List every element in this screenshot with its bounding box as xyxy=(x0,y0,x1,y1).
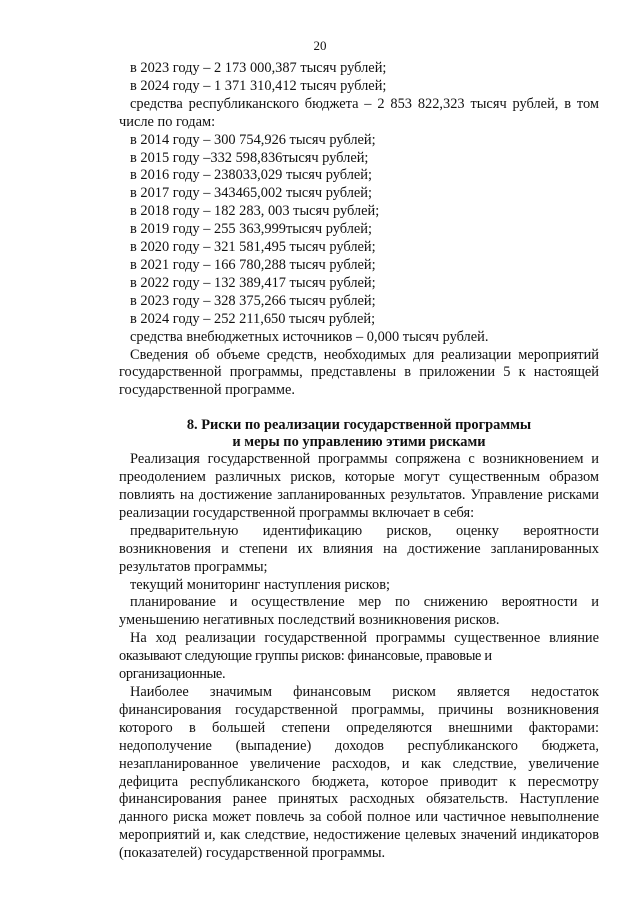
financial-risk-line: которого в большей степени определяются внешними факторами: xyxy=(119,719,599,736)
republic-budget-2018: в 2018 году – 182 283, 003 тысяч рублей; xyxy=(130,203,380,220)
republic-budget-2017: в 2017 году – 343465,002 тысяч рублей; xyxy=(130,185,372,202)
measure-planning: планирование и осуществление мер по снижению вероятности и xyxy=(130,594,599,611)
financial-risk-line: финансирования ранее принятых расходных обязательств. Наступление xyxy=(119,791,599,808)
financial-risk-line: Наиболее значимым финансовым риском является недостаток xyxy=(130,684,599,700)
republic-budget-total-cont: числе по годам: xyxy=(119,113,216,130)
republic-budget-2020: в 2020 году – 321 581,495 тысяч рублей; xyxy=(130,239,376,256)
section-heading-line: и меры по управлению этими рисками xyxy=(232,434,486,451)
financial-risk-line: (показателей) государственной программы. xyxy=(119,845,386,862)
measure-planning: уменьшению негативных последствий возникновения рисков. xyxy=(119,612,500,629)
financial-risk-line: мероприятий и, как следствие, недостижение целевых значений индикаторов xyxy=(119,827,599,844)
risk-intro-line: преодолением различных рисков, которые могут существенным образом xyxy=(119,469,599,486)
republic-budget-2024: в 2024 году – 252 211,650 тысяч рублей; xyxy=(130,310,376,327)
section-heading xyxy=(119,417,599,451)
info-paragraph-line: государственной программы, представлены в приложении 5 к настоящей xyxy=(119,364,599,381)
risk-intro-line: Реализация государственной программы сопряжена с возникновением и xyxy=(130,451,599,468)
page-number: 20 xyxy=(313,38,327,53)
republic-budget-2022: в 2022 году – 132 389,417 тысяч рублей; xyxy=(130,274,376,291)
financial-risk-line: недополучение (выпадение) доходов республиканского бюджета, xyxy=(119,737,599,754)
republic-budget-2014: в 2014 году – 300 754,926 тысяч рублей; xyxy=(130,131,376,148)
republic-budget-total: средства республиканского бюджета – 2 853 822,323 тысяч рублей, в том xyxy=(130,95,599,112)
republic-budget-2023: в 2023 году – 328 375,266 тысяч рублей; xyxy=(130,292,376,309)
section-heading-line: 8. Риски по реализации государственной программы xyxy=(186,417,532,434)
info-paragraph-line: государственной программе. xyxy=(119,382,295,399)
risk-groups-line: оказывают следующие группы рисков: финансовые, правовые и организационные. xyxy=(119,648,492,683)
measure-identification: предварительную идентификацию рисков, оценку вероятности xyxy=(130,522,599,539)
measure-identification: возникновения и степени их влияния на достижение запланированных xyxy=(119,540,599,557)
risk-intro-line: реализации государственной программы включает в себя: xyxy=(119,504,475,521)
risk-groups-line: На ход реализации государственной программы существенное влияние xyxy=(130,630,599,647)
financial-risk-line: незапланированное увеличение расходов, и как следствие, увеличение xyxy=(119,755,599,772)
risk-intro-line: повлиять на достижение запланированных результатов. Управление рисками xyxy=(119,487,599,504)
document-body xyxy=(119,60,599,863)
financial-risk-line: дефицита республиканского бюджета, которое приводит к пересмотру xyxy=(119,773,599,790)
funding-line-2024: в 2024 году – 1 371 310,412 тысяч рублей; xyxy=(130,77,387,94)
measure-monitoring: текущий мониторинг наступления рисков; xyxy=(130,576,391,593)
info-paragraph-line: Сведения об объеме средств, необходимых для реализации мероприятий xyxy=(130,346,599,363)
republic-budget-2015: в 2015 году –332 598,836тысяч рублей; xyxy=(130,149,369,166)
republic-budget-2021: в 2021 году – 166 780,288 тысяч рублей; xyxy=(130,256,376,273)
measure-identification: результатов программы; xyxy=(119,558,268,575)
financial-risk-line: данного риска может повлечь за собой полное или частичное невыполнение xyxy=(119,809,599,826)
republic-budget-2016: в 2016 году – 238033,029 тысяч рублей; xyxy=(130,167,372,184)
funding-line-2023: в 2023 году – 2 173 000,387 тысяч рублей; xyxy=(130,60,387,76)
financial-risk-line: финансирования государственной программы, причины возникновения xyxy=(119,701,599,718)
extra-budget-line: средства внебюджетных источников – 0,000 тысяч рублей. xyxy=(130,328,489,345)
republic-budget-2019: в 2019 году – 255 363,999тысяч рублей; xyxy=(130,221,372,238)
